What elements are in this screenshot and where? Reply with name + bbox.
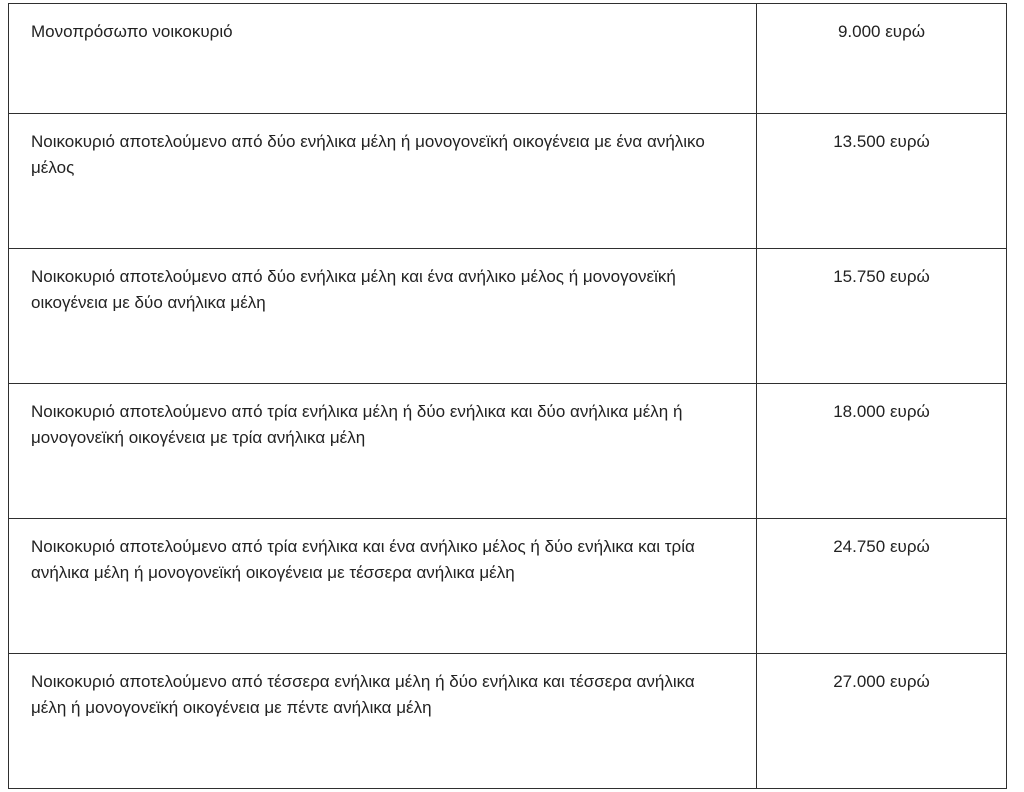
income-limit-amount: 27.000 ευρώ — [757, 654, 1007, 789]
income-limit-amount: 15.750 ευρώ — [757, 249, 1007, 384]
table-row — [9, 249, 1007, 384]
household-description: Νοικοκυριό αποτελούμενο από τρία ενήλικα μέλη ή δύο ενήλικα και δύο ανήλικα μέλη ή μονογονεϊκή οικογένεια με τρία ανήλικα μέλη — [9, 384, 757, 519]
income-limit-amount: 18.000 ευρώ — [757, 384, 1007, 519]
household-description: Μονοπρόσωπο νοικοκυριό — [9, 4, 757, 114]
table-row — [9, 519, 1007, 654]
table-row — [9, 384, 1007, 519]
income-limits-table — [8, 3, 1007, 789]
household-description: Νοικοκυριό αποτελούμενο από τέσσερα ενήλικα μέλη ή δύο ενήλικα και τέσσερα ανήλικα μέλη ή μονογονεϊκή οικογένεια με πέντε ανήλικα μέλη — [9, 654, 757, 789]
table-row — [9, 654, 1007, 789]
household-description: Νοικοκυριό αποτελούμενο από δύο ενήλικα μέλη ή μονογονεϊκή οικογένεια με ένα ανήλικο μέλος — [9, 114, 757, 249]
income-limit-amount: 24.750 ευρώ — [757, 519, 1007, 654]
table-row — [9, 4, 1007, 114]
income-limit-amount: 9.000 ευρώ — [757, 4, 1007, 114]
household-description: Νοικοκυριό αποτελούμενο από δύο ενήλικα μέλη και ένα ανήλικο μέλος ή μονογονεϊκή οικογένεια με δύο ανήλικα μέλη — [9, 249, 757, 384]
table-row — [9, 114, 1007, 249]
household-description: Νοικοκυριό αποτελούμενο από τρία ενήλικα και ένα ανήλικο μέλος ή δύο ενήλικα και τρία ανήλικα μέλη ή μονογονεϊκή οικογένεια με τέσσερα ανήλικα μέλη — [9, 519, 757, 654]
income-limit-amount: 13.500 ευρώ — [757, 114, 1007, 249]
